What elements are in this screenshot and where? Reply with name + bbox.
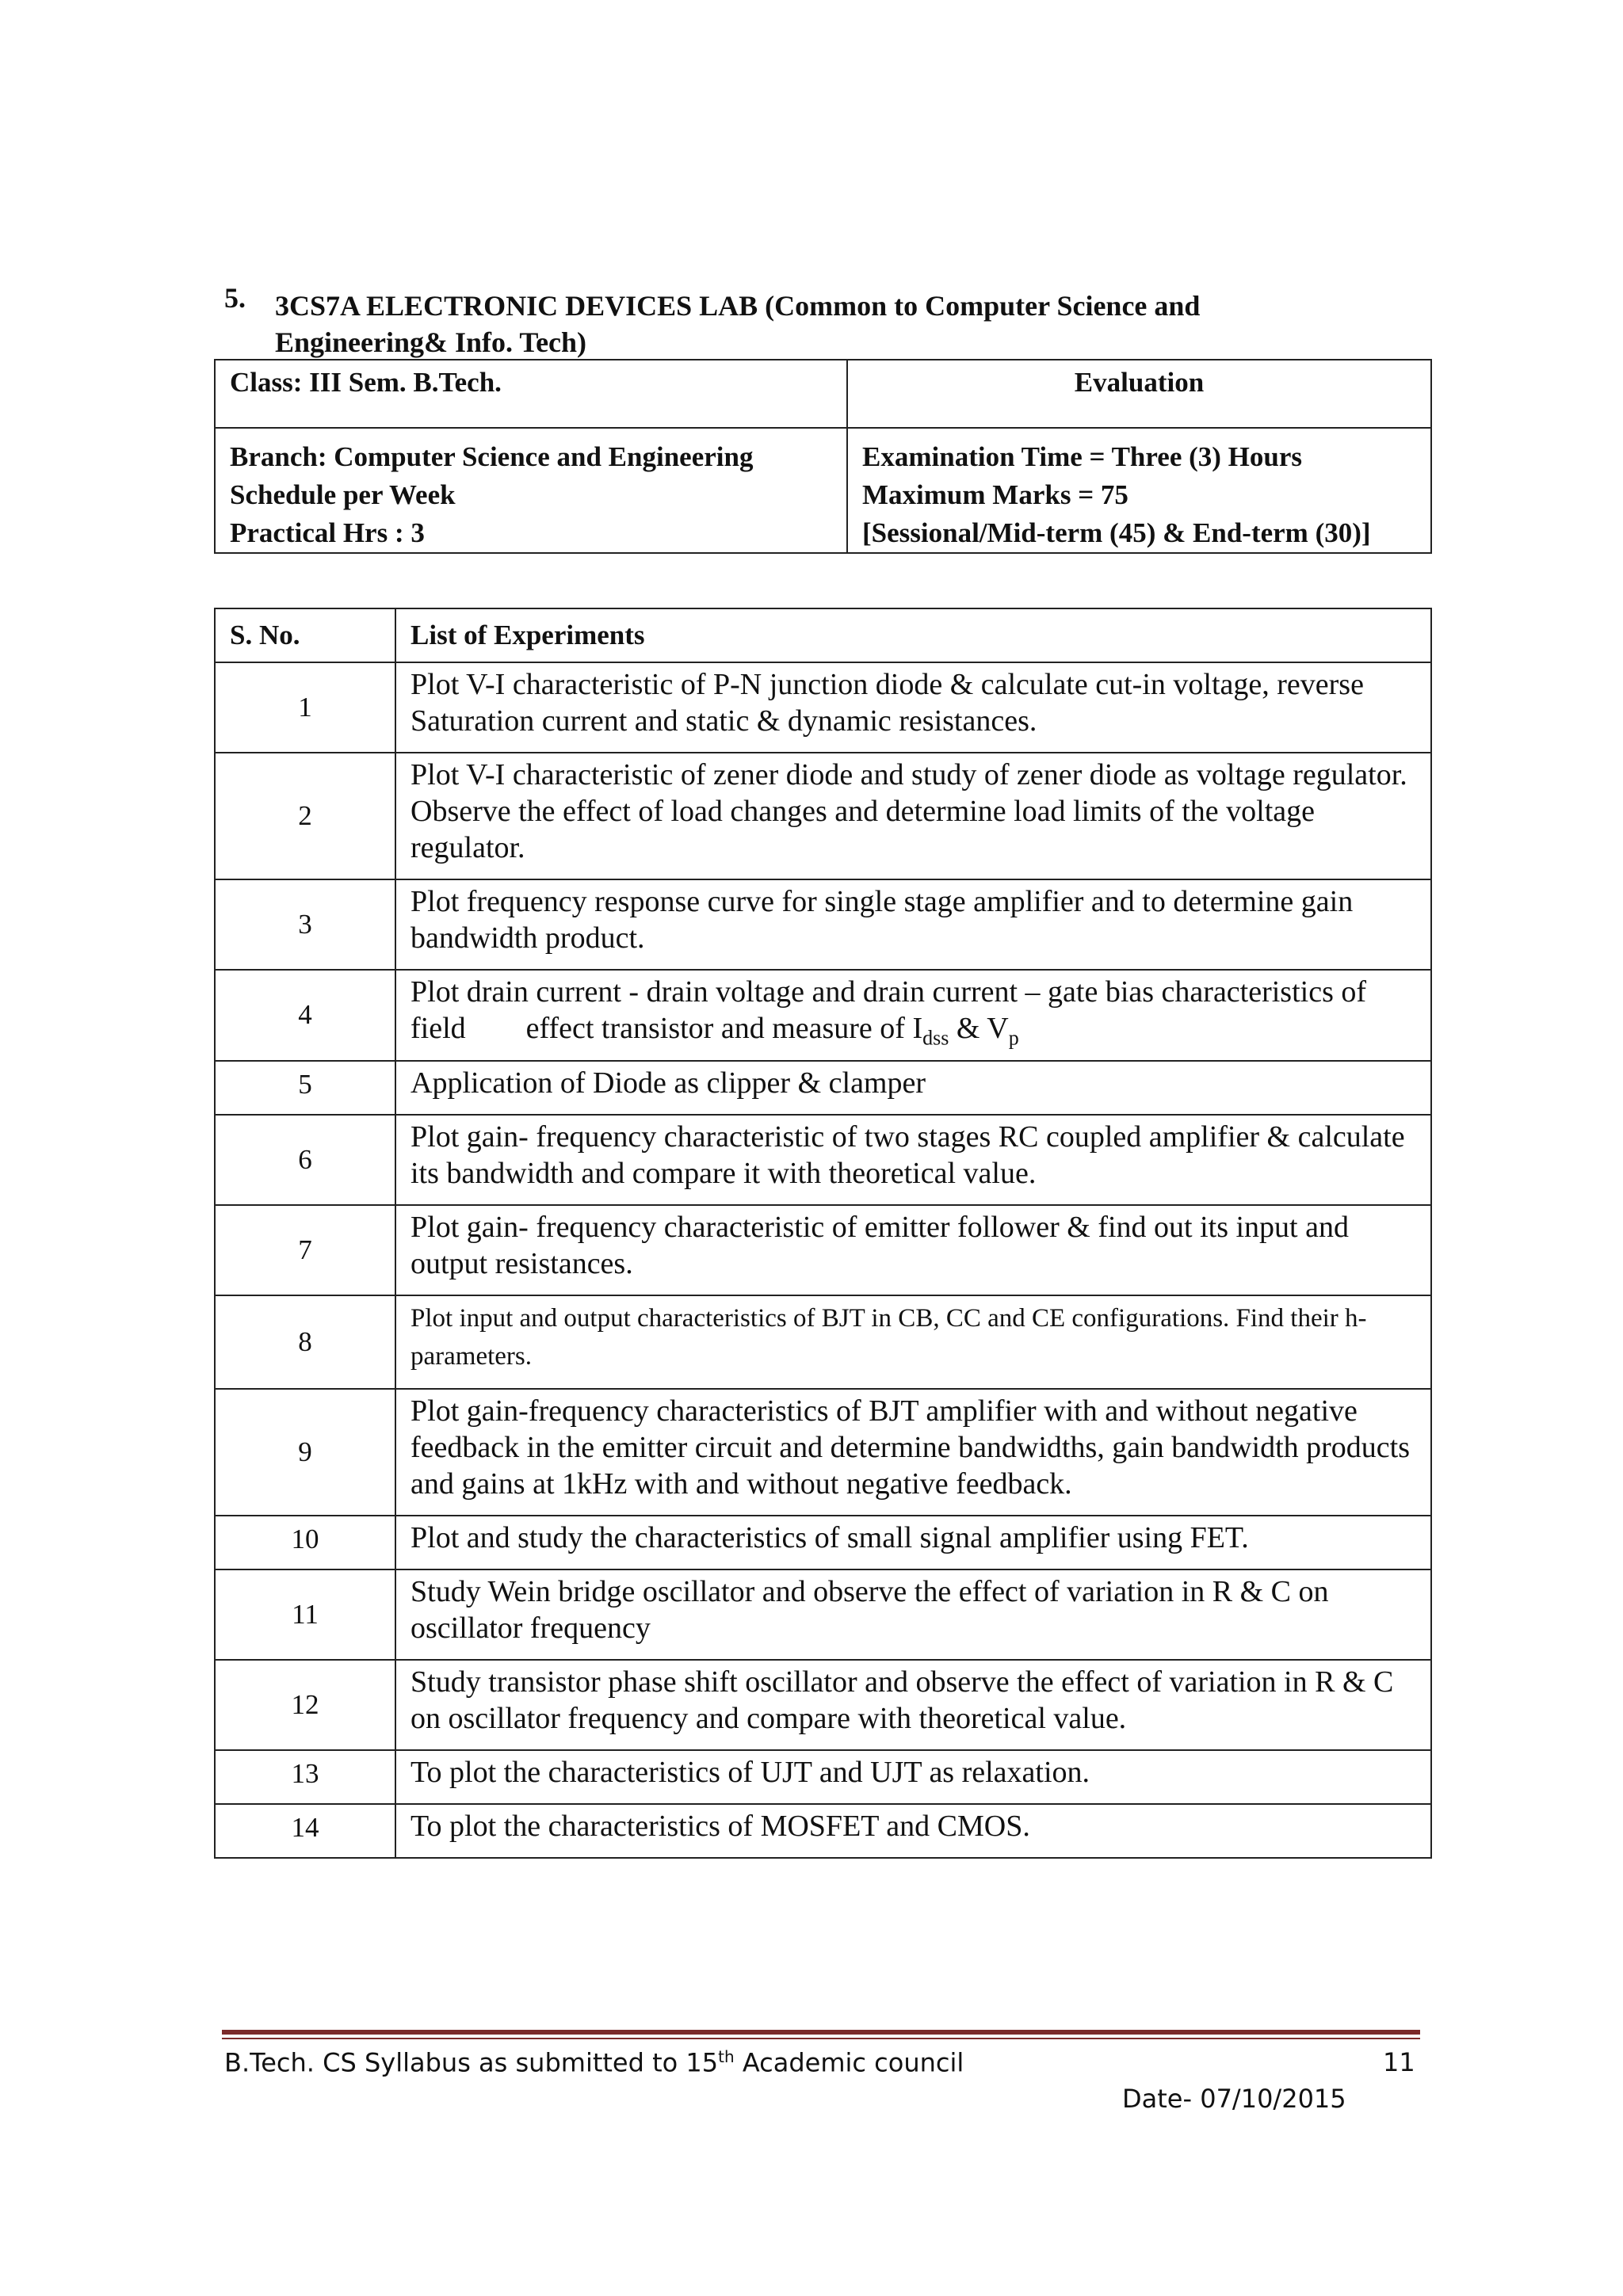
footer-syllabus-note (224, 2047, 964, 2078)
experiment-text: Application of Diode as clipper & clamper (395, 1061, 1431, 1115)
experiments-table (214, 608, 1432, 1859)
evaluation-header-cell (847, 360, 1431, 428)
exam-time-text: Examination Time = Three (3) Hours (862, 441, 1303, 472)
experiment-text: Plot frequency response curve for single stage amplifier and to determine gain bandwidth product. (395, 879, 1431, 970)
experiment-text: Plot gain-frequency characteristics of BJT amplifier with and without negative feedback in the emitter circuit and determine bandwidths, gain bandwidth products and gains at 1kHz with and without negative feedback. (395, 1389, 1431, 1516)
row-number: 8 (215, 1295, 395, 1389)
footer-divider-thick (222, 2030, 1420, 2035)
table-row (215, 1115, 1431, 1205)
experiment-text: To plot the characteristics of MOSFET and CMOS. (395, 1804, 1431, 1858)
row-number: 10 (215, 1516, 395, 1569)
experiment-text: Plot and study the characteristics of small signal amplifier using FET. (395, 1516, 1431, 1569)
table-row (215, 1205, 1431, 1295)
experiment-text-part1: Plot drain current - drain voltage and drain current – gate bias characteristics of field effect transistor and measure of I (411, 975, 1374, 1045)
row-number: 7 (215, 1205, 395, 1295)
table-row (215, 1389, 1431, 1516)
table-row (215, 1516, 1431, 1569)
experiment-text: Plot gain- frequency characteristic of emitter follower & find out its input and output resistances. (395, 1205, 1431, 1295)
experiment-text: Plot V-I characteristic of zener diode and study of zener diode as voltage regulator. Observe the effect of load changes and determine load limits of the voltage regulator. (395, 753, 1431, 879)
row-number: 14 (215, 1804, 395, 1858)
footer-date: Date- 07/10/2015 (1122, 2084, 1346, 2114)
table-row (215, 1660, 1431, 1750)
table-row (215, 1295, 1431, 1389)
marks-split-text: [Sessional/Mid-term (45) & End-term (30)] (862, 517, 1371, 548)
table-row (215, 970, 1431, 1061)
experiment-text: Study Wein bridge oscillator and observe the effect of variation in R & C on oscillator frequency (395, 1569, 1431, 1660)
branch-text: Branch: Computer Science and Engineering (230, 441, 754, 472)
class-cell (215, 360, 847, 428)
row-number: 2 (215, 753, 395, 879)
evaluation-label: Evaluation (1074, 367, 1205, 398)
row-number: 1 (215, 662, 395, 753)
table-row (215, 1750, 1431, 1804)
table-row (215, 753, 1431, 879)
branch-cell (215, 428, 847, 553)
table-row (215, 662, 1431, 753)
list-header: List of Experiments (395, 608, 1431, 662)
footer-note-post: Academic council (734, 2047, 964, 2078)
row-number: 5 (215, 1061, 395, 1115)
practical-text: Practical Hrs : 3 (230, 517, 425, 548)
idss-subscript: dss (922, 1026, 949, 1050)
class-label: Class: III Sem. B.Tech. (230, 367, 502, 398)
max-marks-text: Maximum Marks = 75 (862, 479, 1128, 510)
section-title (275, 288, 1200, 360)
experiment-text (395, 970, 1431, 1061)
row-number: 6 (215, 1115, 395, 1205)
row-number: 4 (215, 970, 395, 1061)
experiment-text: Plot V-I characteristic of P-N junction diode & calculate cut-in voltage, reverse Saturation current and static & dynamic resistances. (395, 662, 1431, 753)
row-number: 11 (215, 1569, 395, 1660)
experiment-text: To plot the characteristics of UJT and UJT as relaxation. (395, 1750, 1431, 1804)
table-row (215, 879, 1431, 970)
section-title-line2: Engineering& Info. Tech) (275, 326, 587, 358)
section-title-line1: 3CS7A ELECTRONIC DEVICES LAB (Common to Computer Science and (275, 290, 1201, 322)
table-row (215, 1804, 1431, 1858)
row-number: 3 (215, 879, 395, 970)
experiment-text-part2: & V (949, 1012, 1009, 1045)
row-number: 12 (215, 1660, 395, 1750)
sno-header: S. No. (215, 608, 395, 662)
experiment-text: Plot input and output characteristics of BJT in CB, CC and CE configurations. Find their h-parameters. (395, 1295, 1431, 1389)
section-number: 5. (224, 282, 246, 314)
vp-subscript: p (1008, 1026, 1019, 1050)
table-row (215, 1569, 1431, 1660)
evaluation-cell (847, 428, 1431, 553)
course-info-table (214, 359, 1432, 554)
experiments-header-row (215, 608, 1431, 662)
footer-divider-thin (222, 2038, 1420, 2039)
schedule-text: Schedule per Week (230, 479, 456, 510)
experiment-text: Plot gain- frequency characteristic of two stages RC coupled amplifier & calculate its bandwidth and compare it with theoretical value. (395, 1115, 1431, 1205)
row-number: 13 (215, 1750, 395, 1804)
table-row (215, 1061, 1431, 1115)
page-number: 11 (1383, 2047, 1415, 2077)
footer-note-sup: th (718, 2047, 735, 2066)
experiment-text: Study transistor phase shift oscillator and observe the effect of variation in R & C on oscillator frequency and compare with theoretical value. (395, 1660, 1431, 1750)
row-number: 9 (215, 1389, 395, 1516)
footer-note-pre: B.Tech. CS Syllabus as submitted to 15 (224, 2047, 719, 2078)
